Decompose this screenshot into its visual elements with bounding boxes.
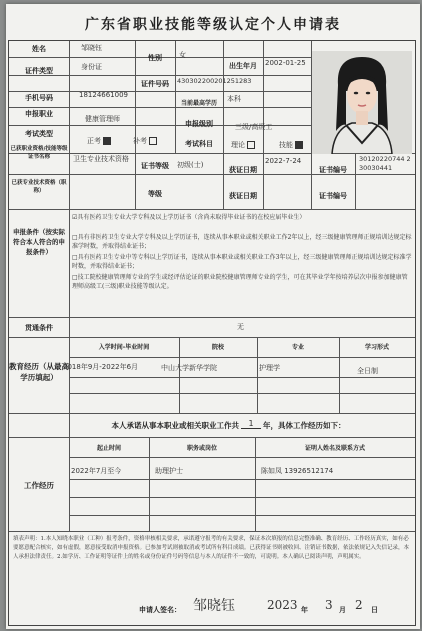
application-form — [6, 4, 420, 629]
edu-header-school: 院校 — [211, 344, 224, 351]
through-label: 贯通条件 — [25, 323, 53, 332]
statement-text: 填表声明：1.本人知晓本职业（工种）报考条件，资格审核相关要求，承诺遵守报考的有关要求，保证本次填报的信息完整准确、教育经历、工作经历真实，如有必要愿意配合核实，如有虚假，愿意接受取消申报资格。已参加考试则被取消或考试所有科目成绩。已获得证书则被收回、注销证书数据，依法依规记入失信记录，本人承担法律责任。2.如学历、工作证明等证件上的姓名或身份证件号码等信息与本人的证件不一致的，可说明。本人确认已阅读声明，声明属实。 — [13, 536, 410, 560]
occupation-value: 健康管理师 — [85, 115, 120, 123]
cert-level-label: 证书等级 — [141, 161, 169, 170]
commitment-text: 本人承诺从事本职业或相关职业工作共 — [111, 421, 239, 430]
cert-no-label: 证件号码 — [141, 79, 169, 88]
issue-date-2-label: 获证日期 — [229, 191, 257, 200]
birth-label: 出生年月 — [229, 61, 257, 70]
applicant-photo — [312, 51, 412, 154]
level-value: 三级/高级工 — [235, 123, 273, 131]
occupation-label: 申报职业 — [25, 109, 53, 118]
name-label: 姓名 — [32, 44, 46, 53]
sign-day-value: 2 — [355, 598, 363, 612]
exam-theory-option[interactable]: 理论 — [231, 141, 255, 150]
cert-level-value: 初级(士) — [177, 161, 204, 169]
edu-value: 本科 — [227, 95, 241, 103]
signature-label: 申请人签名： — [139, 605, 181, 614]
sign-month-label: 月 — [339, 605, 346, 614]
edu-header-major: 专业 — [291, 344, 304, 351]
obtained-value: 卫生专业技术资格 — [73, 155, 129, 163]
exam-type-label: 考试类型 — [25, 129, 53, 138]
edu-row-school: 中山大学新华学院 — [161, 364, 217, 372]
work-row-time: 2022年7月至今 — [71, 467, 122, 475]
sign-year-value: 2023 — [267, 598, 298, 612]
work-row-reference: 陈如凤 13926512174 — [261, 467, 334, 475]
exam-subject-label: 考试科目 — [185, 139, 213, 148]
commitment-suffix: 年，具体工作经历如下： — [263, 421, 346, 430]
birth-value: 2002-01-25 — [265, 59, 306, 67]
phone-value: 18124661009 — [79, 91, 128, 99]
commitment-years-value: 1 — [241, 419, 261, 429]
condition-2[interactable]: □具有非医药卫生专业大学专科及以上学历证书，连续从事本职业或相关职业工作2年以上，经三级健康管理师正规培训达规定标准学时数，并取得结业证书； — [72, 234, 412, 250]
cert-no-value: 430302200201251283 — [177, 77, 252, 85]
gender-label: 性别 — [148, 53, 162, 62]
cert-id-label: 证书编号 — [319, 165, 347, 174]
edu-row-major: 护理学 — [259, 364, 280, 372]
work-history-label: 工作经历 — [24, 481, 54, 490]
work-header-role: 职务或岗位 — [186, 445, 217, 452]
work-header-reference: 证明人姓名及联系方式 — [304, 445, 365, 452]
exam-makeup-checkbox[interactable] — [149, 137, 157, 145]
gender-value: 女 — [179, 51, 186, 59]
exam-theory-checkbox[interactable] — [247, 141, 255, 149]
condition-1[interactable]: ☑具有医药卫生专业大学专科及以上学历证书（含尚未取得毕业证书的在校应届毕业生） — [72, 214, 306, 221]
edu-label: 当前最高学历 — [180, 100, 217, 107]
through-value: 无 — [237, 323, 244, 331]
cert-type-value: 身份证 — [81, 63, 102, 71]
issue-date-label: 获证日期 — [229, 165, 257, 174]
condition-3[interactable]: □具有医药卫生专业中等专科以上学历证书，连续从事本职业或相关职业工作3年以上，经三级健康管理师正规培训达规定标准学时数，并取得结业证书； — [72, 254, 412, 270]
cert-id-2-label: 证书编号 — [319, 191, 347, 200]
edu-header-time: 入学时间-毕业时间 — [98, 344, 150, 351]
sign-day-label: 日 — [371, 605, 378, 614]
name-value: 邹晓钰 — [81, 44, 102, 52]
work-header-time: 起止时间 — [96, 445, 121, 452]
cert-type-label: 证件类型 — [25, 66, 53, 75]
form-title: 广东省职业技能等级认定个人申请表 — [85, 17, 341, 33]
work-row-role: 助理护士 — [155, 467, 183, 475]
edu-row-time: 2018年9月-2022年6月 — [63, 363, 139, 371]
obtained-pro-label: 已获专业技术资格（职称） — [11, 180, 67, 194]
conditions-label: 申报条件（按实际符合本人符合的申报条件） — [13, 228, 65, 256]
exam-regular-option[interactable]: 正考 — [87, 137, 111, 146]
condition-4[interactable]: □技工院校健康管理师专业的学生或经评估论证的职业院校健康管理师专业的学生，可在其毕业学年按培养层次申报参加健康管理师高级工(三级)职业技能等级认定。 — [72, 274, 408, 290]
issue-date-value: 2022-7-24 — [265, 157, 302, 165]
education-label: 教育经历（从最高学历填起） — [9, 362, 69, 382]
grade-label: 等级 — [148, 189, 162, 198]
edu-header-mode: 学习形式 — [364, 344, 389, 351]
exam-makeup-option[interactable]: 补考 — [133, 137, 157, 146]
obtained-label: 已获职业资格/技能等级证书名称 — [10, 146, 68, 160]
edu-row-mode: 全日制 — [357, 367, 378, 375]
phone-label: 手机号码 — [25, 93, 53, 102]
exam-regular-checkbox[interactable] — [103, 137, 111, 145]
exam-skill-option[interactable]: 技能 — [279, 141, 303, 150]
sign-month-value: 3 — [325, 598, 333, 612]
level-label: 申报级别 — [185, 119, 213, 128]
sign-year-label: 年 — [301, 605, 308, 614]
signature-value: 邹晓钰 — [193, 598, 235, 614]
cert-id-value: 30120220744 230030441 — [359, 155, 411, 172]
exam-skill-checkbox[interactable] — [295, 141, 303, 149]
